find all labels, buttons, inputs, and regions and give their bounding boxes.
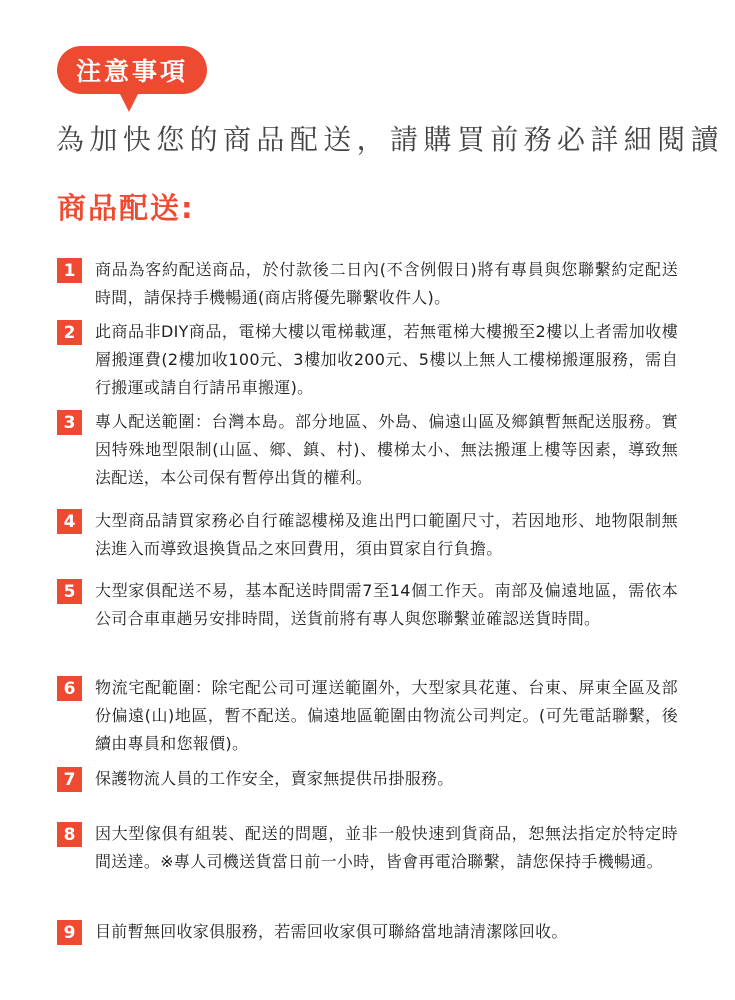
notice-badge: 注意事項: [57, 46, 207, 94]
item-number: 4: [57, 509, 82, 534]
item-text: 大型家俱配送不易，基本配送時間需7至14個工作天。南部及偏遠地區，需依本公司合車車趟另安排時間，送貨前將有專人與您聯繫並確認送貨時間。: [95, 581, 678, 628]
item-number: 8: [57, 822, 82, 847]
item-number: 7: [57, 767, 82, 792]
item-text: 保護物流人員的工作安全，賣家無提供吊掛服務。: [95, 769, 454, 788]
page-subtitle: 為加快您的商品配送，請購買前務必詳細閱讀: [56, 123, 725, 156]
badge-pointer: [118, 90, 140, 112]
item-text: 此商品非DIY商品，電梯大樓以電梯載運，若無電梯大樓搬至2樓以上者需加收樓層搬運費(2樓加收100元、3樓加收200元、5樓以上無人工樓梯搬運服務，需自行搬運或請自行請吊車搬運)。: [95, 322, 678, 397]
item-text: 專人配送範圍：台灣本島。部分地區、外島、偏遠山區及鄉鎮暫無配送服務。實因特殊地型限制(山區、鄉、鎮、村)、樓梯太小、無法搬運上樓等因素，導致無法配送，本公司保有暫停出貨的權利。: [95, 412, 678, 487]
item-number: 9: [57, 920, 82, 945]
item-number: 6: [57, 676, 82, 701]
item-number: 2: [57, 320, 82, 345]
item-number: 1: [57, 258, 82, 283]
item-text: 大型商品請買家務必自行確認樓梯及進出門口範圍尺寸，若因地形、地物限制無法進入而導致退換貨品之來回費用，須由買家自行負擔。: [95, 511, 678, 558]
item-text: 目前暫無回收家俱服務，若需回收家俱可聯絡當地請清潔隊回收。: [95, 922, 568, 941]
item-text: 因大型傢俱有組裝、配送的問題，並非一般快速到貨商品，恕無法指定於特定時間送達。※專人司機送貨當日前一小時，皆會再電洽聯繫，請您保持手機暢通。: [95, 824, 678, 871]
section-title: 商品配送:: [57, 191, 195, 225]
item-number: 3: [57, 410, 82, 435]
item-number: 5: [57, 579, 82, 604]
item-text: 物流宅配範圍：除宅配公司可運送範圍外，大型家具花蓮、台東、屏東全區及部份偏遠(山)地區，暫不配送。偏遠地區範圍由物流公司判定。(可先電話聯繫，後續由專員和您報價)。: [95, 678, 678, 753]
item-text: 商品為客約配送商品，於付款後二日內(不含例假日)將有專員與您聯繫約定配送時間，請保持手機暢通(商店將優先聯繫收件人)。: [95, 260, 678, 307]
